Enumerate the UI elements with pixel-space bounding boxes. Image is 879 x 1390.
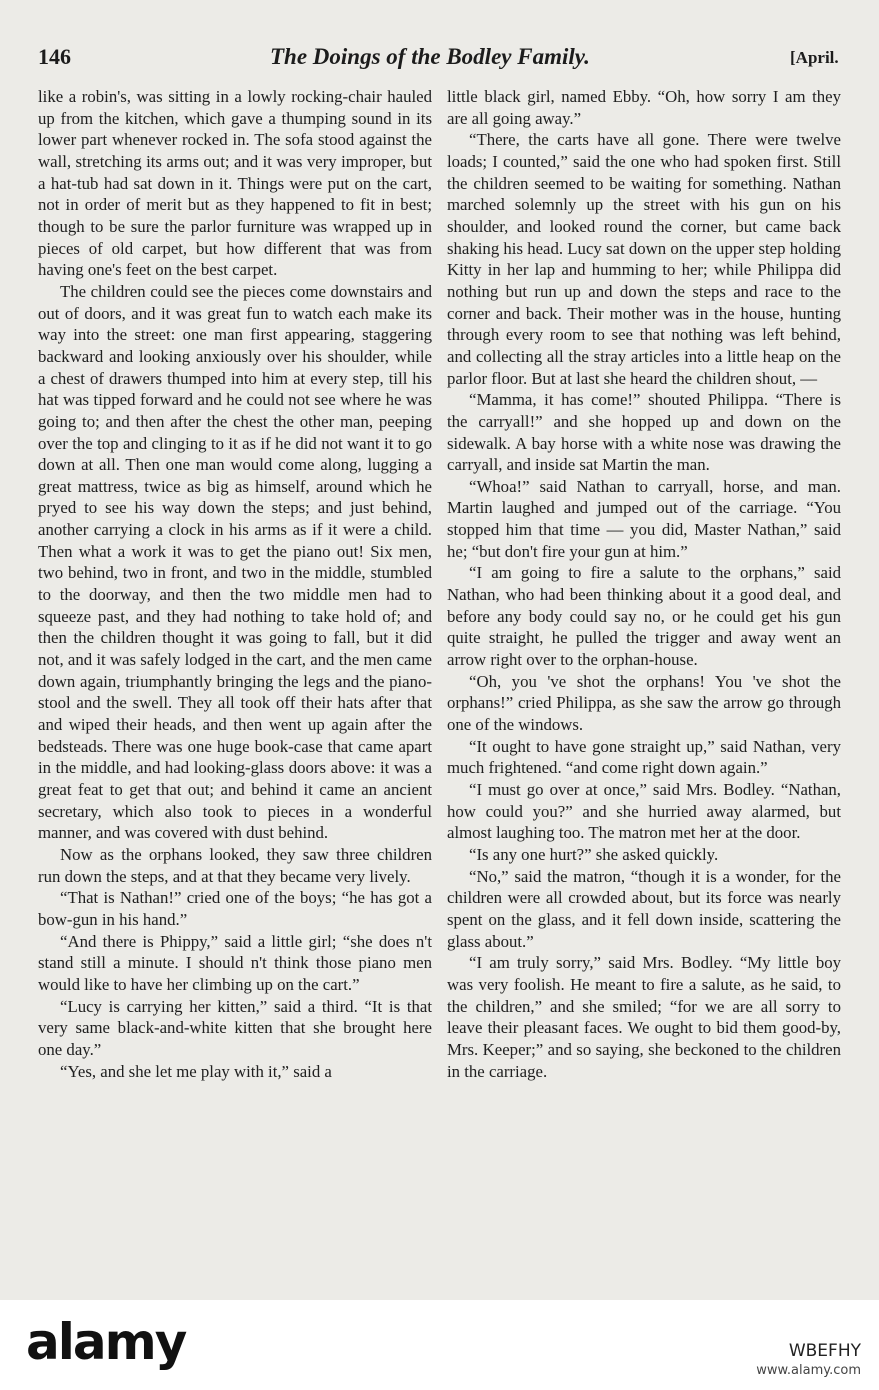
paragraph: “Oh, you 've shot the orphans! You 've shot the orphans!” cried Philippa, as she saw the arrow go through one of the windows. [447, 671, 841, 735]
paragraph: like a robin's, was sitting in a lowly rocking-chair hauled up from the kitchen, which gave a thumping sound in its lower part whenever rocked in. The sofa stood against the wall, stretching its arms out; and it was very improper, but a hat-tub had sat down in it. Things were put on the cart, not in order of merit but as they happened to fit in best; though to be sure the parlor furniture was wrapped up in pieces of old carpet, but how different that was from having one's feet on the best carpet. [38, 87, 432, 280]
paragraph: “Mamma, it has come!” shouted Philippa. “There is the carryall!” and she hopped up and down on the sidewalk. A bay horse with a white nose was drawing the carryall, and inside sat Martin the man. [447, 390, 841, 475]
paragraph: “Whoa!” said Nathan to carryall, horse, and man. Martin laughed and jumped out of the carriage. “You stopped him that time — you did, Master Nathan,” said he; “but don't fire your gun at him.” [447, 476, 841, 561]
stock-url: www.alamy.com [756, 1363, 861, 1378]
paragraph: “And there is Phippy,” said a little girl; “she does n't stand still a minute. I should n't think those piano men would like to have her climbing up on the cart.” [38, 931, 432, 994]
right-column [447, 86, 841, 1082]
stock-image-id: WBEFHY [788, 1341, 861, 1361]
paragraph: “I am truly sorry,” said Mrs. Bodley. “My little boy was very foolish. He meant to fire a salute, as he said, to the children,” and she smiled; “for we are all sorry to leave their pleasant faces. We ought to bid them good-by, Mrs. Keeper;” and so saying, she beckoned to the children in the carriage. [447, 953, 841, 1081]
paragraph: Now as the orphans looked, they saw three children run down the steps, and at that they became very lively. [38, 844, 432, 886]
paragraph: “It ought to have gone straight up,” said Nathan, very much frightened. “and come right down again.” [447, 736, 841, 778]
paragraph: “No,” said the matron, “though it is a wonder, for the children were all crowded about, but its force was nearly spent on the glass, and it fell down inside, scattering the glass about.” [447, 866, 841, 951]
paragraph: little black girl, named Ebby. “Oh, how sorry I am they are all going away.” [447, 87, 841, 128]
paragraph: “I must go over at once,” said Mrs. Bodley. “Nathan, how could you?” and she hurried away alarmed, but almost laughing too. The matron met her at the door. [447, 780, 841, 843]
paragraph: “I am going to fire a salute to the orphans,” said Nathan, who had been thinking about it a good deal, and before any body could say no, or he could get his gun quite straight, he pulled the trigger and away went an arrow right over to the orphan-house. [447, 563, 841, 670]
alamy-logo: alamy [26, 1313, 186, 1371]
paragraph: “Lucy is carrying her kitten,” said a third. “It is that very same black-and-white kitten that she brought here one day.” [38, 996, 432, 1059]
paragraph: “Is any one hurt?” she asked quickly. [469, 844, 719, 864]
paragraph: The children could see the pieces come downstairs and out of doors, and it was great fun to watch each make its way into the street: one man first appearing, staggering backward and looking anxiously over his shoulder, while a chest of drawers thumped into him at every step, till his hat was tipped forward and he could not see where he was going to; and then after the chest the other man, peeping over the top and clinging to it as if he did not want it to go down at all. Then one man would come along, lugging a great mattress, twice as big as himself, around which he pryed to see his way down the steps; and just behind, another carrying a clock in his arms as if it were a child. Then what a work it was to get the piano out! Six men, two behind, two in front, and two in the middle, stumbled to the doorway, and then the two middle men had to squeeze past, and they had nothing to take hold of; and then the children thought it was going to fall, but it did not, and it was safely lodged in the cart, and the men came down again, triumphantly bringing the legs and the piano-stool and the swell. They all took off their hats after that and wiped their heads, and then went up again after the bedsteads. There was one huge book-case that came apart in the middle, and had looking-glass doors above: it was a great feat to get that out; and behind it came an ancient secretary, which also took to pieces in a wonderful manner, and was covered with dust behind. [38, 281, 432, 843]
running-head-month: [April. [790, 48, 839, 67]
paragraph: “That is Nathan!” cried one of the boys; “he has got a bow-gun in his hand.” [38, 888, 432, 929]
running-head-title: The Doings of the Bodley Family. [270, 44, 590, 69]
page-number: 146 [38, 44, 71, 69]
paragraph: “There, the carts have all gone. There were twelve loads; I counted,” said the one who had spoken first. Still the children seemed to be waiting for something. Nathan marched solemnly up the street with his gun on his shoulder, and looked round the corner, but came back shaking his head. Lucy sat down on the upper step holding Kitty in her lap and humming to her; while Philippa did nothing but run up and down the steps and race to the corner and back. Their mother was in the house, hunting through every room to see that nothing was left behind, and collecting all the stray articles into a little heap on the parlor floor. But at last she heard the children shout, — [447, 130, 841, 388]
left-column [38, 86, 432, 1082]
paragraph: “Yes, and she let me play with it,” said a [60, 1061, 332, 1081]
